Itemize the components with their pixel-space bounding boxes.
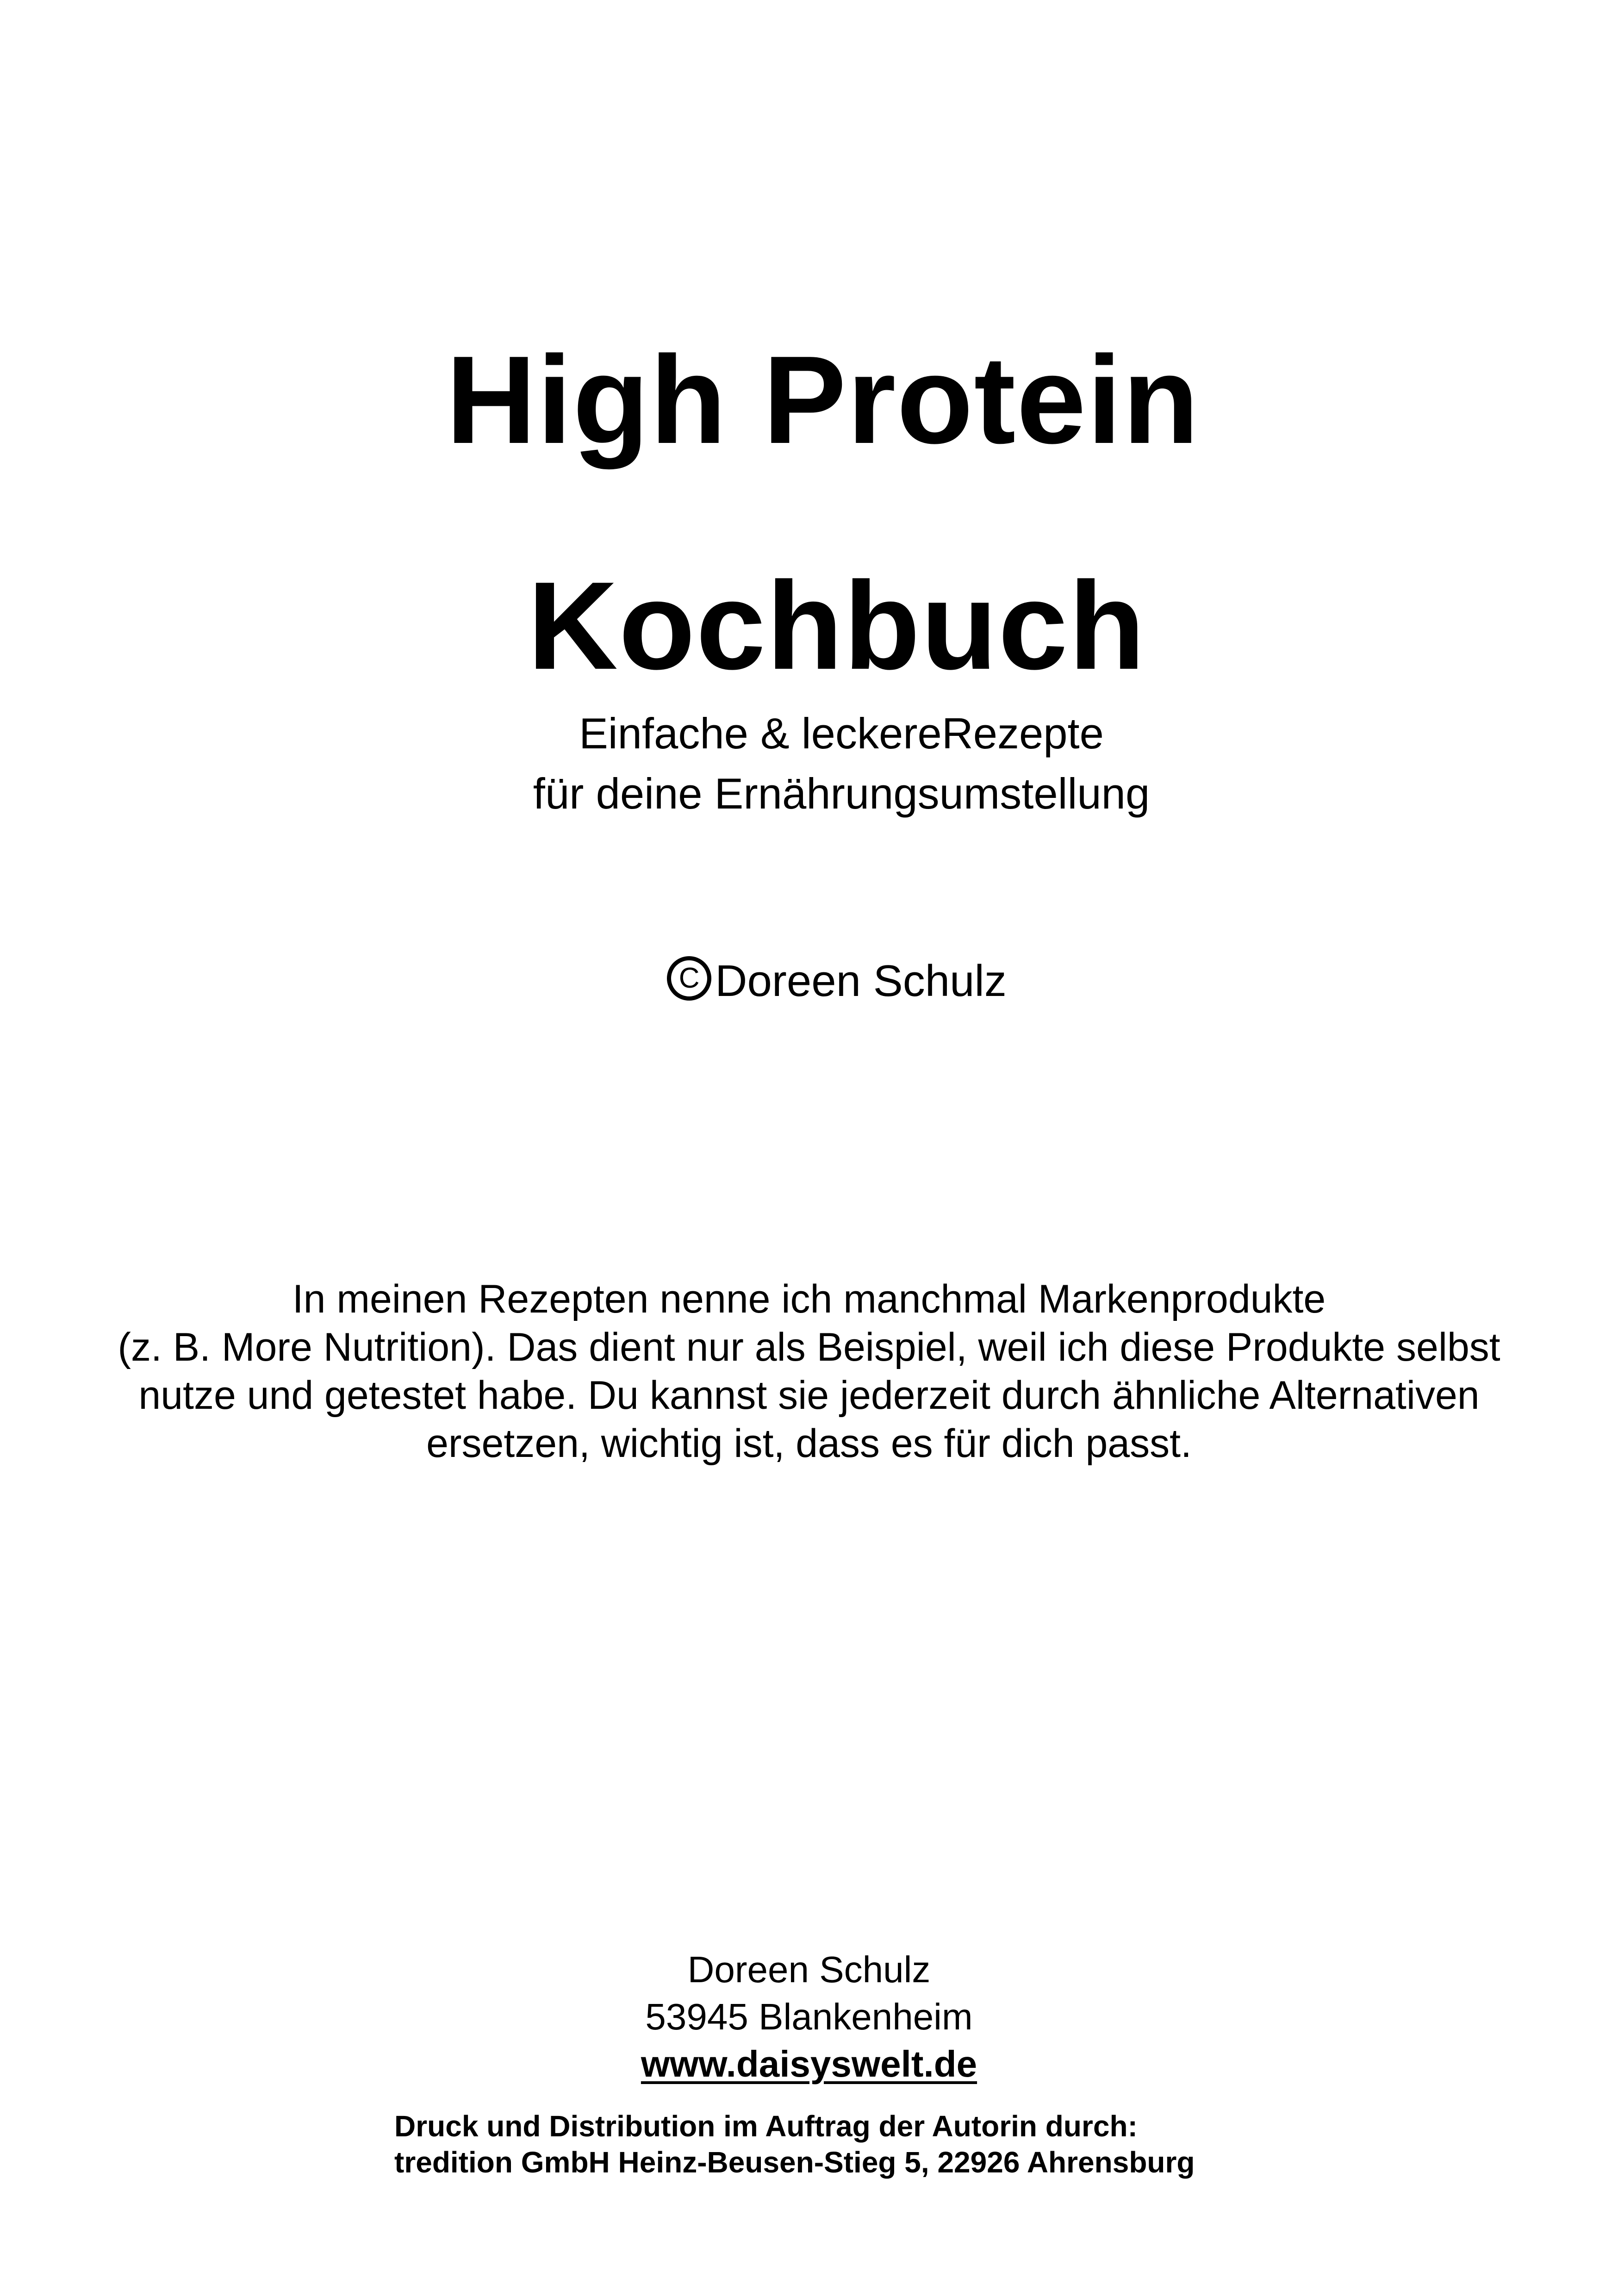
printer-line-2: tredition GmbH Heinz-Beusen-Stieg 5, 22926 Ahrensburg (394, 2146, 1195, 2179)
address-city: 53945 Blankenheim (645, 1996, 973, 2037)
disclaimer-line: ersetzen, wichtig ist, dass es für dich passt. (426, 1421, 1192, 1466)
disclaimer-line: In meinen Rezepten nenne ich manchmal Markenprodukte (292, 1277, 1326, 1321)
printer-imprint (394, 2108, 1195, 2180)
printer-line-1: Druck und Distribution im Auftrag der Autorin durch: (394, 2109, 1138, 2143)
subtitle-line-2: für deine Ernährungsumstellung (533, 769, 1150, 818)
book-title-line-2: Kochbuch (528, 556, 1146, 696)
brand-disclaimer (0, 1275, 1618, 1468)
address-name: Doreen Schulz (687, 1949, 931, 1990)
website-link[interactable]: www.daisyswelt.de (641, 2043, 977, 2084)
author-address (0, 1946, 1618, 2088)
copyright-icon: C (667, 956, 711, 1001)
book-subtitle (32, 703, 1618, 824)
book-title-line-1: High Protein (446, 330, 1200, 470)
copyright-notice (28, 951, 1618, 1011)
subtitle-line-1: Einfache & leckereRezepte (579, 709, 1104, 758)
disclaimer-line: (z. B. More Nutrition). Das dient nur als Beispiel, weil ich diese Produkte selbst (118, 1325, 1500, 1369)
disclaimer-line: nutze und getestet habe. Du kannst sie jederzeit durch ähnliche Alternativen (138, 1373, 1480, 1418)
copyright-author: Doreen Schulz (715, 956, 1007, 1006)
